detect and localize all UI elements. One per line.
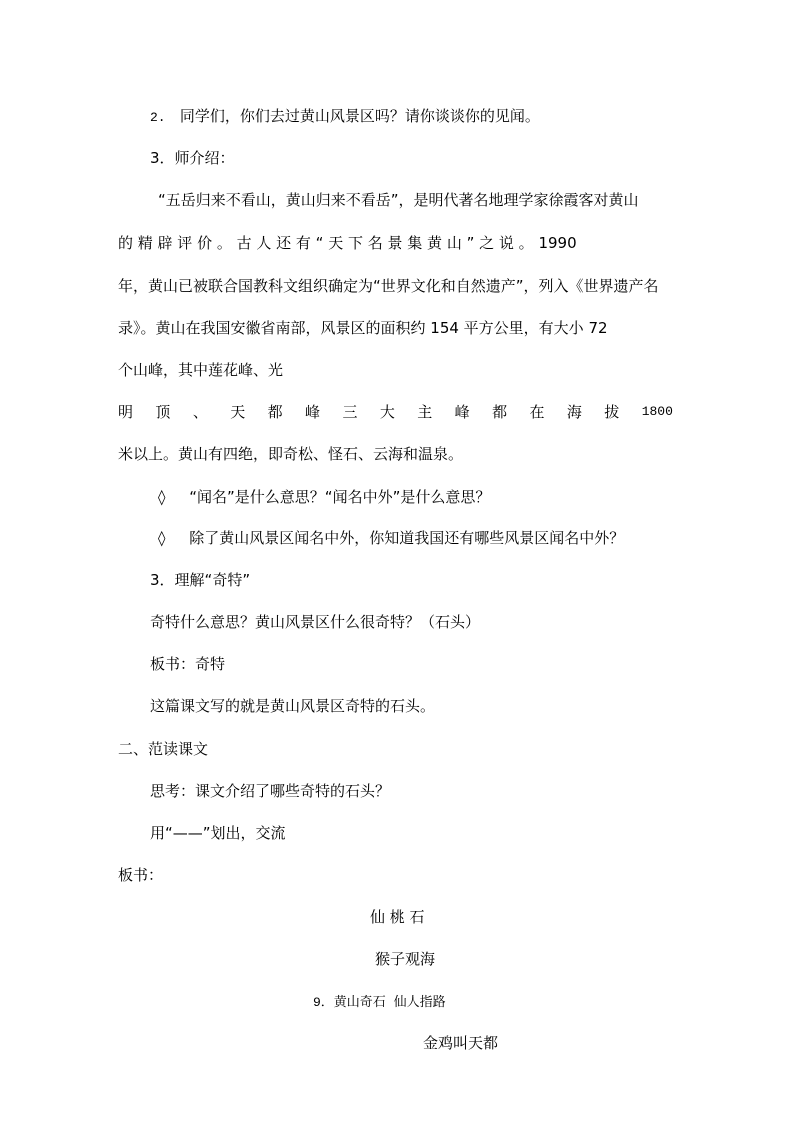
intro-paragraph-line-3: 年，黄山已被联合国教科文组织确定为“世界文化和自然遗产”，列入《世界遗产名 xyxy=(118,277,659,295)
understand-question: 奇特什么意思？黄山风景区什么很奇特？（石头） xyxy=(150,613,481,631)
intro-paragraph-line-6 xyxy=(118,402,673,422)
char: 峰 xyxy=(454,403,470,421)
intro-paragraph-line-4: 录》。黄山在我国安徽省南部，风景区的面积约 154 平方公里，有大小 72 xyxy=(118,319,608,337)
char: 主 xyxy=(417,403,433,421)
char: 在 xyxy=(529,403,545,421)
intro-paragraph-line-5: 个山峰，其中莲花峰、光 xyxy=(118,361,284,379)
board-item-title-xianrenzhilu xyxy=(313,991,446,1013)
char: 天 xyxy=(230,403,246,421)
diamond-bullet-icon: ◊ xyxy=(158,488,166,506)
board-note-qite: 板书：奇特 xyxy=(150,655,226,673)
section-heading-2: 二、范读课文 xyxy=(118,740,209,758)
char: 、 xyxy=(192,403,208,421)
intro-paragraph-line-7: 米以上。黄山有四绝，即奇松、怪石、云海和温泉。 xyxy=(118,445,464,463)
diamond-bullet-icon: ◊ xyxy=(158,529,166,547)
item-number: 2. xyxy=(150,110,166,125)
char: 拔 xyxy=(604,403,620,421)
understand-heading: 3．理解“奇特” xyxy=(150,571,251,589)
intro-paragraph-line-2: 的 精 辟 评 价 。 古 人 还 有 “ 天 下 名 景 集 黄 山 ” 之 说 。 1990 xyxy=(118,234,577,252)
intro-paragraph-line-1: “五岳归来不看山，黄山归来不看岳”，是明代著名地理学家徐霞客对黄山 xyxy=(158,191,639,209)
lesson-number: 9．黄山奇石 仙人指路 xyxy=(313,995,446,1010)
summary-line: 这篇课文写的就是黄山风景区奇特的石头。 xyxy=(150,697,436,715)
discussion-question-1 xyxy=(158,487,490,507)
char: 都 xyxy=(267,403,283,421)
board-item-xiantaoshi: 仙 桃 石 xyxy=(370,908,425,926)
char: 三 xyxy=(342,403,358,421)
board-item-jinjijiaotiandu: 金鸡叫天都 xyxy=(423,1034,499,1052)
discussion-question-2 xyxy=(158,528,624,548)
char: 大 xyxy=(379,403,395,421)
char: 都 xyxy=(492,403,508,421)
char: 顶 xyxy=(155,403,171,421)
question-text: “闻名”是什么意思？“闻名中外”是什么意思？ xyxy=(189,488,491,506)
board-label: 板书： xyxy=(118,866,164,884)
question-line-1 xyxy=(150,106,540,128)
board-item-houziguanhai: 猴子观海 xyxy=(375,950,436,968)
char: 峰 xyxy=(305,403,321,421)
underline-instruction: 用“——”划出，交流 xyxy=(150,824,286,842)
think-question: 思考：课文介绍了哪些奇特的石头？ xyxy=(150,782,391,800)
item-text: 同学们，你们去过黄山风景区吗？请你谈谈你的见闻。 xyxy=(179,107,540,125)
question-text: 除了黄山风景区闻名中外，你知道我国还有哪些风景区闻名中外？ xyxy=(189,529,625,547)
char: 明 xyxy=(118,403,134,421)
char: 海 xyxy=(566,403,582,421)
altitude-number: 1800 xyxy=(641,404,673,419)
teacher-intro-heading: 3．师介绍： xyxy=(150,149,235,167)
